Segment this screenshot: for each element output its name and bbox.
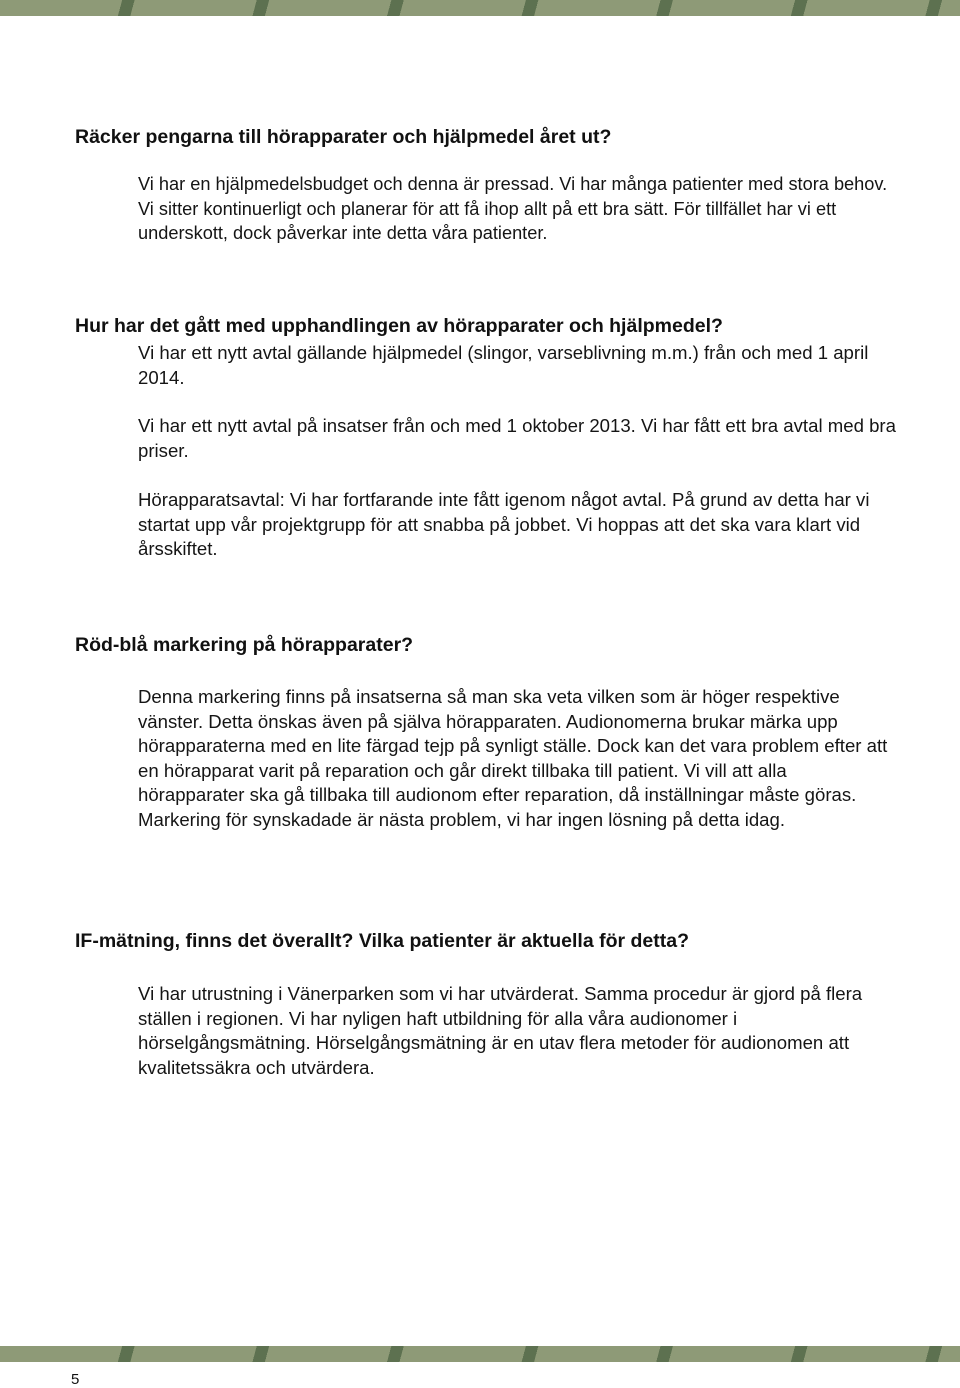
- paragraph-inserts-agreement: Vi har ett nytt avtal på insatser från och med 1 oktober 2013. Vi har fått ett bra avtal med bra priser.: [138, 415, 896, 461]
- paragraph-red-blue-marking: Denna markering finns på insatserna så man ska veta vilken som är höger respektive vänster. Detta önskas även på själva hörapparaten. Audionomerna brukar märka upp hörapparaterna med en lite färgad tejp på synligt ställe. Dock kan det vara problem efter att en hörapparat varit på reparation och går direkt tillbaka till patient. Vi vill att alla hörapparater ska gå tillbaka till audionom efter reparation, då inställningar måste göras. Markering för synskadade är nästa problem, vi har ingen lösning på detta idag.: [138, 686, 888, 830]
- section-heading-red-blue-marking: Röd-blå markering på hörapparater?: [75, 634, 414, 656]
- paragraph-hearing-aid-agreement: Hörapparatsavtal: Vi har fortfarande inte fått igenom något avtal. På grund av detta har vi startat upp vår projektgrupp för att snabba på jobbet. Vi hoppas att det ska vara klart vid årsskiftet.: [138, 489, 870, 559]
- paragraph-if-measurement: Vi har utrustning i Vänerparken som vi har utvärderat. Samma procedur är gjord på flera ställen i regionen. Vi har nyligen haft utbildning för alla våra audionomer i hörselgångsmätning. Hörselgångsmätning är en utav flera metoder för audionomen att kvalitetssäkra och utvärdera.: [138, 983, 863, 1078]
- page-number: 5: [71, 1371, 80, 1388]
- header-decorative-stripe: [0, 0, 960, 16]
- paragraph-aids-agreement: Vi har ett nytt avtal gällande hjälpmedel (slingor, varseblivning m.m.) från och med 1 april 2014.: [138, 342, 869, 388]
- section-heading-budget: Räcker pengarna till hörapparater och hjälpmedel året ut?: [75, 126, 612, 148]
- section-heading-procurement: Hur har det gått med upphandlingen av hörapparater och hjälpmedel?: [75, 315, 723, 337]
- section-heading-if-measurement: IF-mätning, finns det överallt? Vilka patienter är aktuella för detta?: [75, 930, 690, 952]
- footer-decorative-stripe: [0, 1346, 960, 1362]
- paragraph-budget: Vi har en hjälpmedelsbudget och denna är pressad. Vi har många patienter med stora behov. Vi sitter kontinuerligt och planerar för att få ihop allt på ett bra sätt. För tillfället har vi ett underskott, dock påverkar inte detta våra patienter.: [138, 174, 888, 243]
